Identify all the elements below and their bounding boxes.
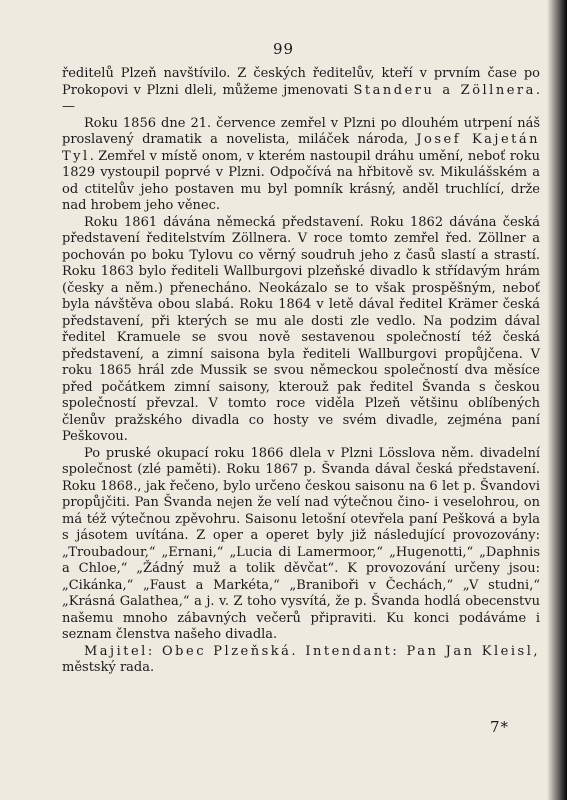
spaced-name-tyl: Josef Kajetán Tyl: [62, 132, 540, 164]
paragraph-1: [62, 66, 540, 116]
spaced-owner-line: Majitel: Obec Plzeňská. Intendant: Pan Jan Kleisl,: [84, 643, 540, 659]
text-run: . Zemřel v místě onom, v kterém nastoupil dráhu umění, neboť roku 1829 vystoupil poprvé v Plzni. Odpočívá na hřbitově sv. Mikulášském a od ctitelův jeho postaven mu byl pomník krásný, anděl truchlící, drže nad hrobem jeho věnec.: [62, 148, 540, 213]
text-run: . —: [62, 82, 541, 114]
text-run: městský rada.: [62, 660, 155, 675]
paragraph-4: Po pruské okupací roku 1866 dlela v Plzni Lösslova něm. divadelní společnost (zlé paměti). Roku 1867 p. Švanda dával česká představení. Roku 1868., jak řečeno, bylo určeno českou saisonu na 6 let p. Švandovi propůjčiti. Pan Švanda nejen že velí nad výtečnou čino- i veselohrou, on má též výtečnou zpěvohru. Saisonu letošní otevřela paní Pešková a byla s jásotem uvítána. Z oper a operet byly již následující provozovány: „Troubadour,“ „Ernani,“ „Lucia di Lamermoor,“ „Hugenotti,“ „Daphnis a Chloe,“ „Žádný muž a tolik děvčat“. K provozování určeny jsou: „Cikánka,“ „Faust a Markéta,“ „Braniboři v Čechách,“ „V studni,“ „Krásná Galathea,“ a j. v. Z toho vysvítá, že p. Švanda hodlá obecenstvu našemu mnoho zábavných večerů připraviti. Ku konci podáváme i seznam členstva našeho divadla.: [62, 445, 540, 642]
paragraph-5: [62, 644, 540, 677]
signature-mark: 7*: [489, 718, 509, 736]
body-text: [62, 66, 540, 677]
spaced-names: Standeru a Zöllnera: [353, 82, 536, 98]
paragraph-2: [62, 116, 540, 215]
paragraph-3: Roku 1861 dávána německá představení. Roku 1862 dávána česká představení ředitelstvím Zöllnera. V roce tomto zemřel řed. Zöllner a pochován po boku Tylovu co věrný soudruh jeho z časů slastí a strastí. Roku 1863 bylo řediteli Wallburgovi plzeňské divadlo k střídavým hrám (česky a něm.) přenecháno. Neokázalo se to však prospěšným, neboť byla návštěva obou slabá. Roku 1864 v letě dával ředitel Krämer česká představení, při kterých se mu ale dosti zle vedlo. Na podzim dával ředitel Kramuele se svou nově sestavenou společností též česká představení, a zimní saisona byla řediteli Wallburgovi propůjčena. V roku 1865 hrál zde Mussik se svou německou společností dva měsíce před počátkem zimní saisony, kterouž pak ředitel Švanda s českou společností převzal. V tomto roce viděla Plzeň většinu oblíbených členův pražského divadla co hosty ve svém divadle, zejména paní Peškovou.: [62, 214, 540, 444]
text-run: ředitelů Plzeň navštívilo. Z českých ředitelův, kteří v prvním čase po Prokopovi v Plzni dleli, můžeme jmenovati: [62, 66, 540, 98]
text-run: Roku 1856 dne 21. července zemřel v Plzni po dlouhém utrpení náš proslavený dramatik a novelista, miláček národa,: [62, 115, 540, 147]
page-number: 99: [272, 40, 295, 58]
